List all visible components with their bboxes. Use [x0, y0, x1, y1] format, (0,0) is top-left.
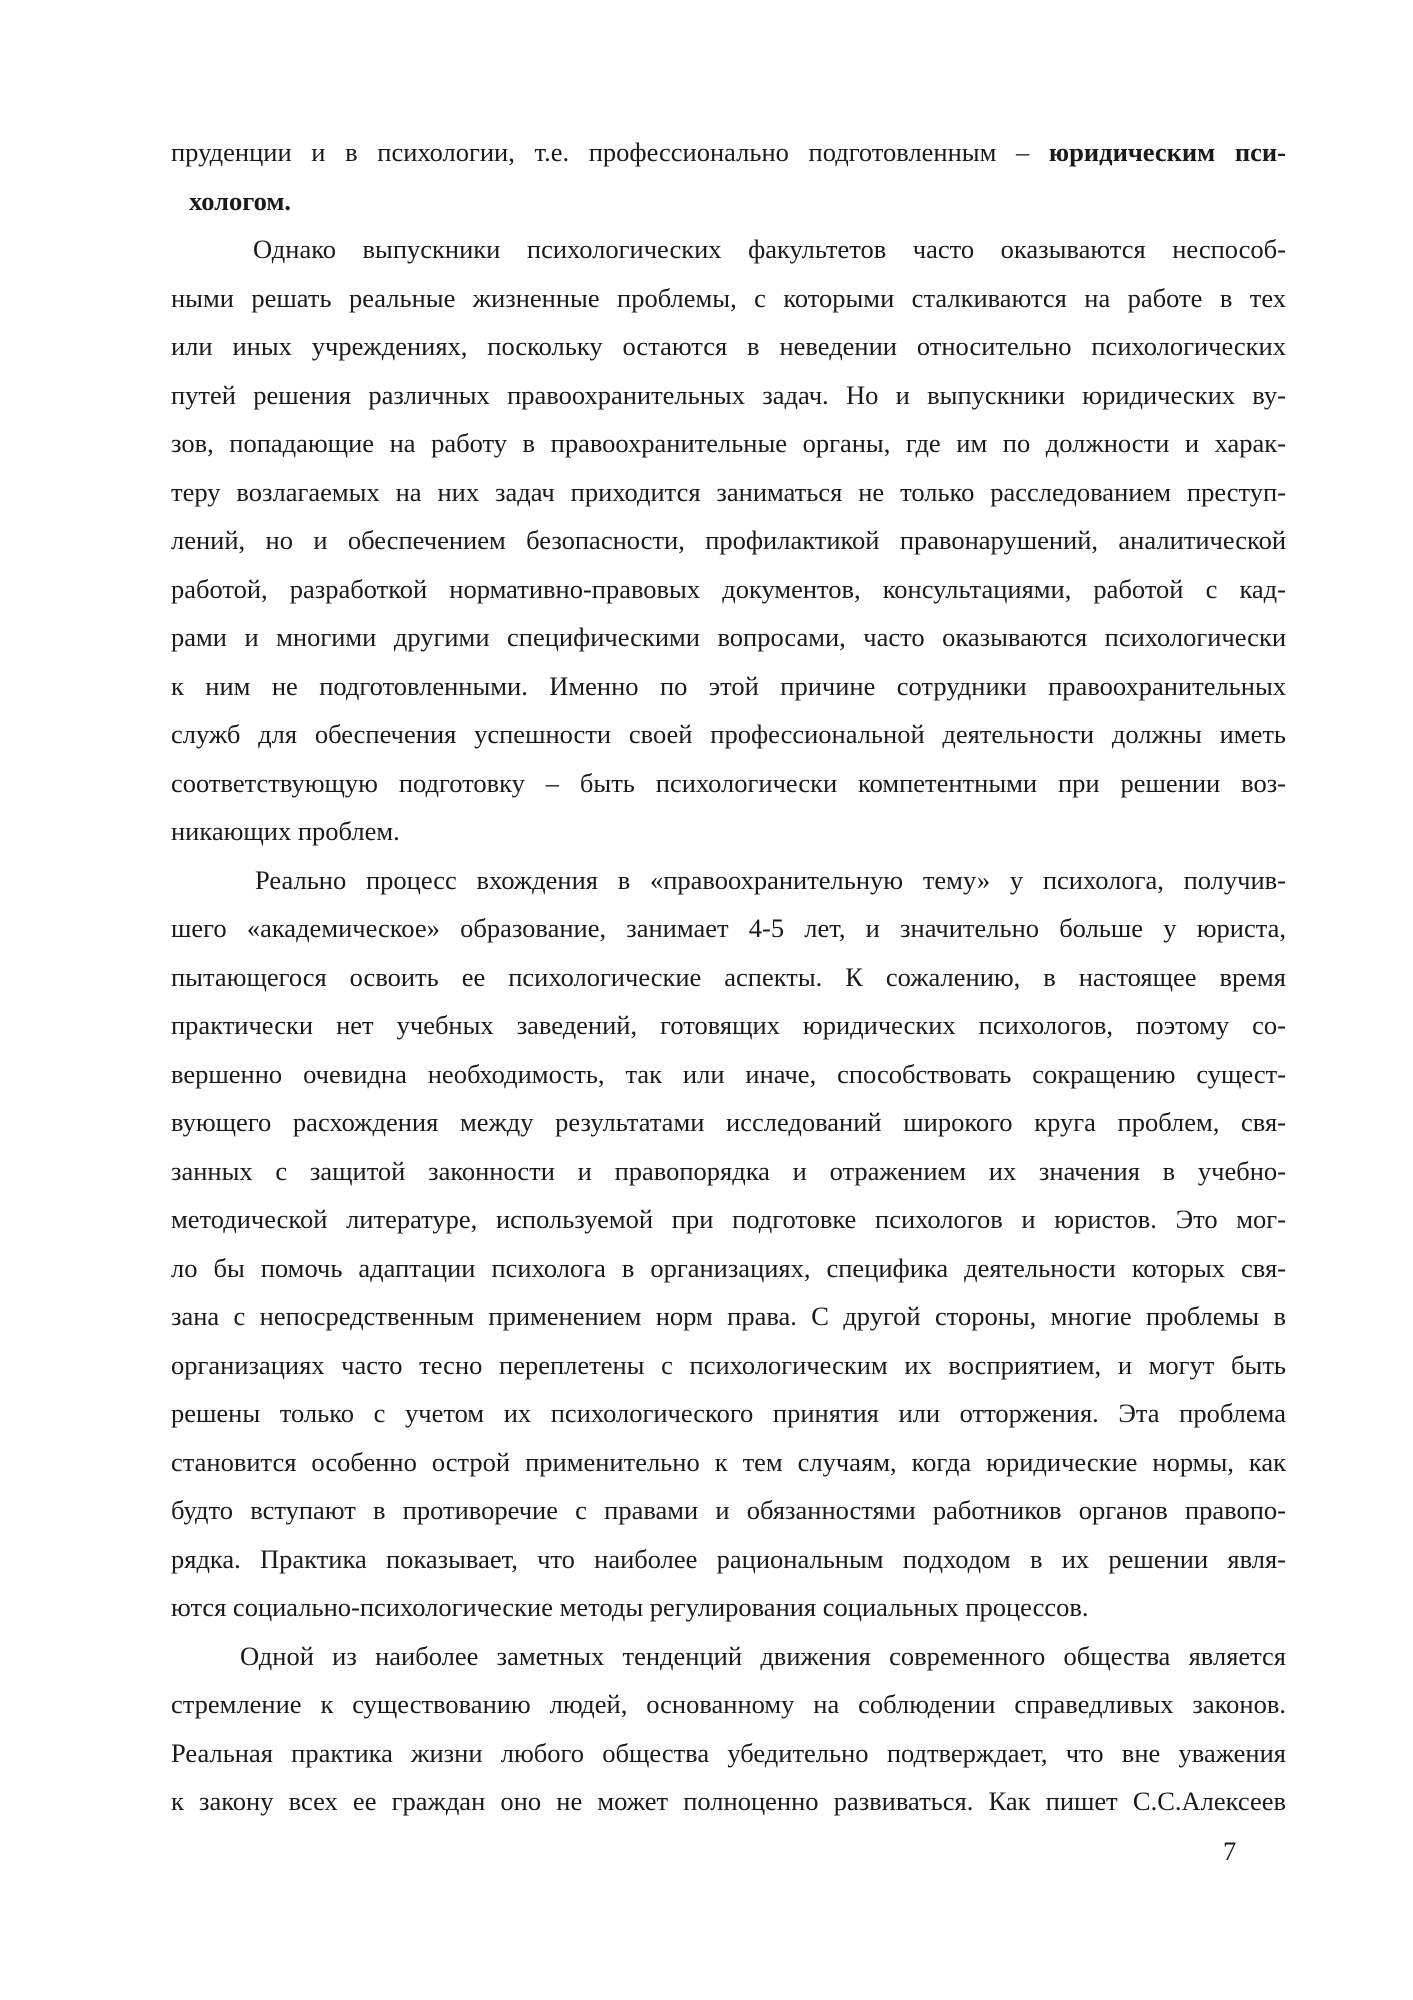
paragraph-first-line: Реально процесс вхождения в «правоохранительную тему» у психолога, получив-	[255, 864, 1286, 895]
text-line	[171, 177, 1286, 226]
text-line: или иных учреждениях, поскольку остаются в неведении относительно психологических	[171, 331, 1286, 361]
text-line: решены только с учетом их психологического принятия или отторжения. Эта проблема	[171, 1398, 1286, 1428]
text-line: методической литературе, используемой при подготовке психологов и юристов. Это мог-	[171, 1204, 1286, 1234]
paragraph-first-line: Одной из наиболее заметных тенденций движения современного общества является	[240, 1640, 1286, 1671]
text-line: становится особенно острой применительно к тем случаям, когда юридические нормы, как	[171, 1446, 1286, 1477]
text-line: к закону всех ее граждан оно не может полноценно развиваться. Как пишет С.С.Алексеев	[171, 1786, 1286, 1816]
text-line: теру возлагаемых на них задач приходится заниматься не только расследованием преступ-	[171, 476, 1286, 507]
body-text	[171, 128, 1286, 1826]
text-line: путей решения различных правоохранительных задач. Но и выпускники юридических ву-	[171, 379, 1286, 410]
text-line: рядка. Практика показывает, что наиболее рациональным подходом в их решении явля-	[171, 1543, 1286, 1574]
text-line: вующего расхождения между результатами исследований широкого круга проблем, свя-	[171, 1107, 1286, 1137]
bold-term: хологом.	[189, 185, 292, 216]
text-line: лений, но и обеспечением безопасности, профилактикой правонарушений, аналитической	[171, 525, 1286, 555]
text-line: занных с защитой законности и правопорядка и отражением их значения в учебно-	[171, 1155, 1286, 1186]
text-line	[171, 128, 1286, 177]
text-line: служб для обеспечения успешности своей профессиональной деятельности должны иметь	[171, 719, 1286, 749]
paragraph-last-line: никающих проблем.	[171, 816, 400, 846]
paragraph-last-line: ются социально-психологические методы регулирования социальных процессов.	[171, 1592, 1089, 1622]
text-line: зана с непосредственным применением норм права. С другой стороны, многие проблемы в	[171, 1301, 1286, 1331]
text-line: ными решать реальные жизненные проблемы, с которыми сталкиваются на работе в тех	[171, 282, 1286, 313]
text-line: Реальная практика жизни любого общества убедительно подтверждает, что вне уважения	[171, 1737, 1286, 1768]
text-line: стремление к существованию людей, основанному на соблюдении справедливых законов.	[171, 1689, 1286, 1719]
text-line: практически нет учебных заведений, готовящих юридических психологов, поэтому со-	[171, 1010, 1286, 1040]
text-line: рами и многими другими специфическими вопросами, часто оказываются психологически	[171, 622, 1286, 652]
text-line: вершенно очевидна необходимость, так или иначе, способствовать сокращению сущест-	[171, 1058, 1286, 1089]
bold-term: юридическим пси-	[1048, 137, 1286, 167]
paragraph-first-line: Однако выпускники психологических факультетов часто оказываются неспособ-	[253, 234, 1286, 264]
text-line: работой, разработкой нормативно-правовых документов, консультациями, работой с кад-	[171, 573, 1286, 604]
text-line-regular: пруденции и в психологии, т.е. профессионально подготовленным –	[171, 137, 1049, 167]
text-line: соответствующую подготовку – быть психологически компетентными при решении воз-	[171, 767, 1286, 798]
text-line: будто вступают в противоречие с правами и обязанностями работников органов правопо-	[171, 1495, 1286, 1525]
text-line: зов, попадающие на работу в правоохранительные органы, где им по должности и харак-	[171, 428, 1286, 458]
text-line: шего «академическое» образование, занимает 4-5 лет, и значительно больше у юриста,	[171, 913, 1286, 943]
text-line: к ним не подготовленными. Именно по этой причине сотрудники правоохранительных	[171, 670, 1286, 701]
text-line: организациях часто тесно переплетены с психологическим их восприятием, и могут быть	[171, 1349, 1286, 1380]
text-line: пытающегося освоить ее психологические аспекты. К сожалению, в настоящее время	[171, 961, 1286, 992]
text-line: ло бы помочь адаптации психолога в организациях, специфика деятельности которых свя-	[171, 1252, 1286, 1283]
page-number: 7	[1223, 1836, 1237, 1866]
